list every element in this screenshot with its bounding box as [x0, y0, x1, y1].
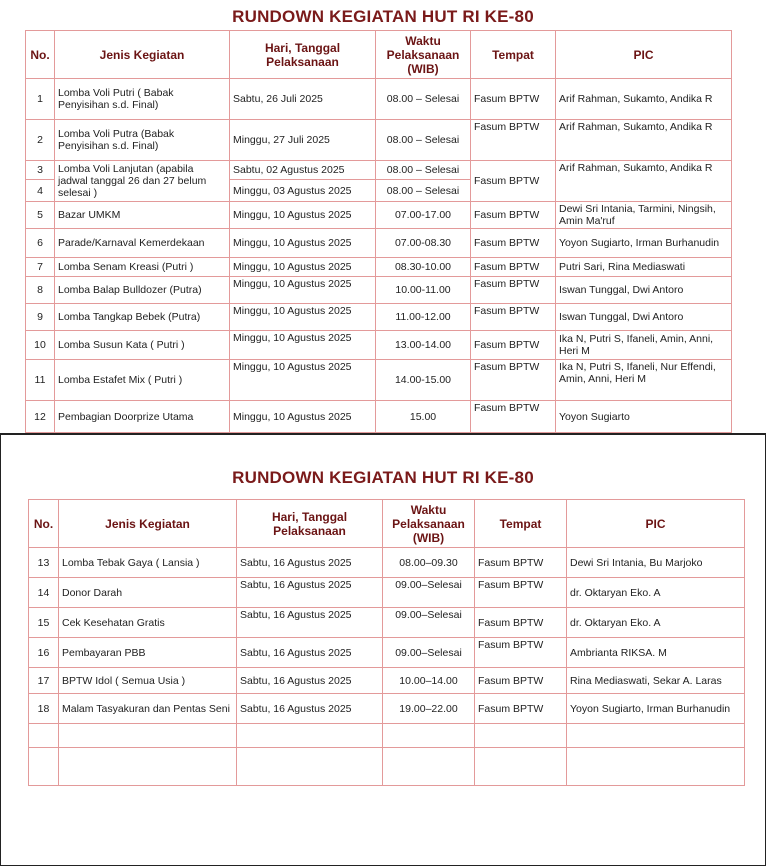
row-jenis: Donor Darah: [59, 578, 237, 608]
row-tempat: Fasum BPTW: [475, 668, 567, 694]
table-row: [29, 608, 745, 638]
row-no: 18: [29, 694, 59, 724]
row-pic: Putri Sari, Rina Mediaswati: [556, 258, 732, 277]
row-no: 10: [26, 331, 55, 360]
row-hari: Sabtu, 26 Juli 2025: [230, 79, 376, 120]
header-no: No.: [29, 500, 59, 548]
row-jenis: Cek Kesehatan Gratis: [59, 608, 237, 638]
row-no: 11: [26, 360, 55, 401]
row-tempat: Fasum BPTW: [471, 229, 556, 258]
row-pic: Ika N, Putri S, Ifaneli, Nur Effendi, Amin, Anni, Heri M: [556, 360, 732, 401]
row-waktu: 07.00-17.00: [376, 202, 471, 229]
row-jenis: BPTW Idol ( Semua Usia ): [59, 668, 237, 694]
row-pic: Yoyon Sugiarto: [556, 401, 732, 433]
row-pic: Ika N, Putri S, Ifaneli, Amin, Anni, Heri M: [556, 331, 732, 360]
row-tempat: Fasum BPTW: [475, 548, 567, 578]
row-no: 17: [29, 668, 59, 694]
row-jenis: Lomba Tangkap Bebek (Putra): [55, 304, 230, 331]
rundown-table-2: [28, 499, 745, 786]
header-hari: Hari, Tanggal Pelaksanaan: [230, 31, 376, 79]
row-waktu: 08.00 – Selesai: [376, 79, 471, 120]
table-row: [26, 79, 732, 120]
row-jenis: Lomba Senam Kreasi (Putri ): [55, 258, 230, 277]
row-waktu: 08.30-10.00: [376, 258, 471, 277]
row-tempat: Fasum BPTW: [475, 638, 567, 668]
row-waktu: 10.00-11.00: [376, 277, 471, 304]
row-jenis: Bazar UMKM: [55, 202, 230, 229]
row-hari: Sabtu, 16 Agustus 2025: [237, 638, 383, 668]
page-title: RUNDOWN KEGIATAN HUT RI KE-80: [232, 468, 534, 487]
header-pic: PIC: [556, 31, 732, 79]
row-tempat: Fasum BPTW: [471, 202, 556, 229]
row-no: 15: [29, 608, 59, 638]
row-no: 5: [26, 202, 55, 229]
table-row: [29, 638, 745, 668]
row-hari: Minggu, 10 Agustus 2025: [230, 202, 376, 229]
table-row: [26, 331, 732, 360]
table-row: [29, 668, 745, 694]
table-row: [26, 120, 732, 161]
row-pic: Dewi Sri Intania, Tarmini, Ningsih, Amin Ma'ruf: [556, 202, 732, 229]
row-jenis: Lomba Voli Lanjutan (apabila jadwal tanggal 26 dan 27 belum selesai ): [55, 161, 230, 202]
row-hari: Minggu, 10 Agustus 2025: [230, 401, 376, 433]
table-header-row: [26, 31, 732, 79]
row-waktu: 15.00: [376, 401, 471, 433]
row-tempat: Fasum BPTW: [471, 120, 556, 161]
row-jenis: Malam Tasyakuran dan Pentas Seni: [59, 694, 237, 724]
row-waktu: 10.00–14.00: [383, 668, 475, 694]
row-jenis: Parade/Karnaval Kemerdekaan: [55, 229, 230, 258]
row-waktu: 09.00–Selesai: [383, 638, 475, 668]
row-waktu: 09.00–Selesai: [383, 608, 475, 638]
row-no: 9: [26, 304, 55, 331]
row-hari: Minggu, 10 Agustus 2025: [230, 360, 376, 401]
header-hari: Hari, Tanggal Pelaksanaan: [237, 500, 383, 548]
row-hari: Minggu, 10 Agustus 2025: [230, 229, 376, 258]
table-row-empty: [29, 724, 745, 748]
row-tempat: Fasum BPTW: [475, 694, 567, 724]
table-row: [29, 694, 745, 724]
row-pic: Arif Rahman, Sukamto, Andika R: [556, 120, 732, 161]
header-waktu: Waktu Pelaksanaan (WIB): [376, 31, 471, 79]
row-hari: Minggu, 27 Juli 2025: [230, 120, 376, 161]
rundown-table-1: [25, 30, 732, 433]
row-waktu: 09.00–Selesai: [383, 578, 475, 608]
header-pic: PIC: [567, 500, 745, 548]
row-no: 7: [26, 258, 55, 277]
row-waktu: 11.00-12.00: [376, 304, 471, 331]
row-tempat: Fasum BPTW: [471, 79, 556, 120]
row-jenis: Pembayaran PBB: [59, 638, 237, 668]
row-pic: Dewi Sri Intania, Bu Marjoko: [567, 548, 745, 578]
row-waktu: 14.00-15.00: [376, 360, 471, 401]
table-row-empty: [29, 748, 745, 786]
row-waktu: 07.00-08.30: [376, 229, 471, 258]
table-header-row: [29, 500, 745, 548]
row-tempat: Fasum BPTW: [471, 258, 556, 277]
header-jenis: Jenis Kegiatan: [59, 500, 237, 548]
row-no: 3: [26, 161, 55, 180]
row-pic: Arif Rahman, Sukamto, Andika R: [556, 161, 732, 202]
row-pic: dr. Oktaryan Eko. A: [567, 578, 745, 608]
row-pic: dr. Oktaryan Eko. A: [567, 608, 745, 638]
row-waktu: 08.00–09.30: [383, 548, 475, 578]
row-pic: Ambrianta RIKSA. M: [567, 638, 745, 668]
row-no: 13: [29, 548, 59, 578]
row-pic: Iswan Tunggal, Dwi Antoro: [556, 304, 732, 331]
row-tempat: Fasum BPTW: [471, 277, 556, 304]
header-jenis: Jenis Kegiatan: [55, 31, 230, 79]
row-no: 12: [26, 401, 55, 433]
row-jenis: Lomba Estafet Mix ( Putri ): [55, 360, 230, 401]
row-hari: Sabtu, 16 Agustus 2025: [237, 668, 383, 694]
table-row: [26, 401, 732, 433]
row-jenis: Lomba Balap Bulldozer (Putra): [55, 277, 230, 304]
row-pic: Yoyon Sugiarto, Irman Burhanudin: [556, 229, 732, 258]
row-no: 6: [26, 229, 55, 258]
row-hari: Minggu, 10 Agustus 2025: [230, 331, 376, 360]
header-tempat: Tempat: [475, 500, 567, 548]
table-row: [29, 548, 745, 578]
row-no: 14: [29, 578, 59, 608]
row-waktu: 13.00-14.00: [376, 331, 471, 360]
header-tempat: Tempat: [471, 31, 556, 79]
row-hari: Minggu, 10 Agustus 2025: [230, 304, 376, 331]
header-waktu: Waktu Pelaksanaan (WIB): [383, 500, 475, 548]
row-tempat: Fasum BPTW: [471, 161, 556, 202]
row-no: 16: [29, 638, 59, 668]
row-pic: Yoyon Sugiarto, Irman Burhanudin: [567, 694, 745, 724]
row-no: 1: [26, 79, 55, 120]
page-1: [0, 0, 766, 434]
row-hari: Minggu, 10 Agustus 2025: [230, 277, 376, 304]
row-hari: Sabtu, 16 Agustus 2025: [237, 548, 383, 578]
row-hari: Sabtu, 16 Agustus 2025: [237, 608, 383, 638]
page-title: RUNDOWN KEGIATAN HUT RI KE-80: [232, 7, 534, 26]
table-row: [26, 202, 732, 229]
row-hari: Sabtu, 02 Agustus 2025: [230, 161, 376, 180]
row-tempat: Fasum BPTW: [471, 331, 556, 360]
row-no: 2: [26, 120, 55, 161]
row-pic: Iswan Tunggal, Dwi Antoro: [556, 277, 732, 304]
row-hari: Sabtu, 16 Agustus 2025: [237, 578, 383, 608]
table-row: [26, 304, 732, 331]
row-jenis: Lomba Voli Putri ( Babak Penyisihan s.d. Final): [55, 79, 230, 120]
row-waktu: 08.00 – Selesai: [376, 161, 471, 180]
table-row: [26, 161, 732, 180]
row-waktu: 19.00–22.00: [383, 694, 475, 724]
row-no: 4: [26, 180, 55, 202]
table-row: [26, 229, 732, 258]
table-row: [26, 258, 732, 277]
table-row: [26, 277, 732, 304]
table-row: [29, 578, 745, 608]
row-jenis: Lomba Tebak Gaya ( Lansia ): [59, 548, 237, 578]
row-tempat: Fasum BPTW: [475, 578, 567, 608]
row-no: 8: [26, 277, 55, 304]
table-row: [26, 360, 732, 401]
row-pic: Arif Rahman, Sukamto, Andika R: [556, 79, 732, 120]
row-hari: Minggu, 10 Agustus 2025: [230, 258, 376, 277]
row-pic: Rina Mediaswati, Sekar A. Laras: [567, 668, 745, 694]
row-jenis: Pembagian Doorprize Utama: [55, 401, 230, 433]
row-jenis: Lomba Susun Kata ( Putri ): [55, 331, 230, 360]
row-tempat: Fasum BPTW: [475, 608, 567, 638]
row-hari: Minggu, 03 Agustus 2025: [230, 180, 376, 202]
row-tempat: Fasum BPTW: [471, 304, 556, 331]
row-hari: Sabtu, 16 Agustus 2025: [237, 694, 383, 724]
row-waktu: 08.00 – Selesai: [376, 120, 471, 161]
header-no: No.: [26, 31, 55, 79]
row-jenis: Lomba Voli Putra (Babak Penyisihan s.d. Final): [55, 120, 230, 161]
row-waktu: 08.00 – Selesai: [376, 180, 471, 202]
row-tempat: Fasum BPTW: [471, 360, 556, 401]
row-tempat: Fasum BPTW: [471, 401, 556, 433]
